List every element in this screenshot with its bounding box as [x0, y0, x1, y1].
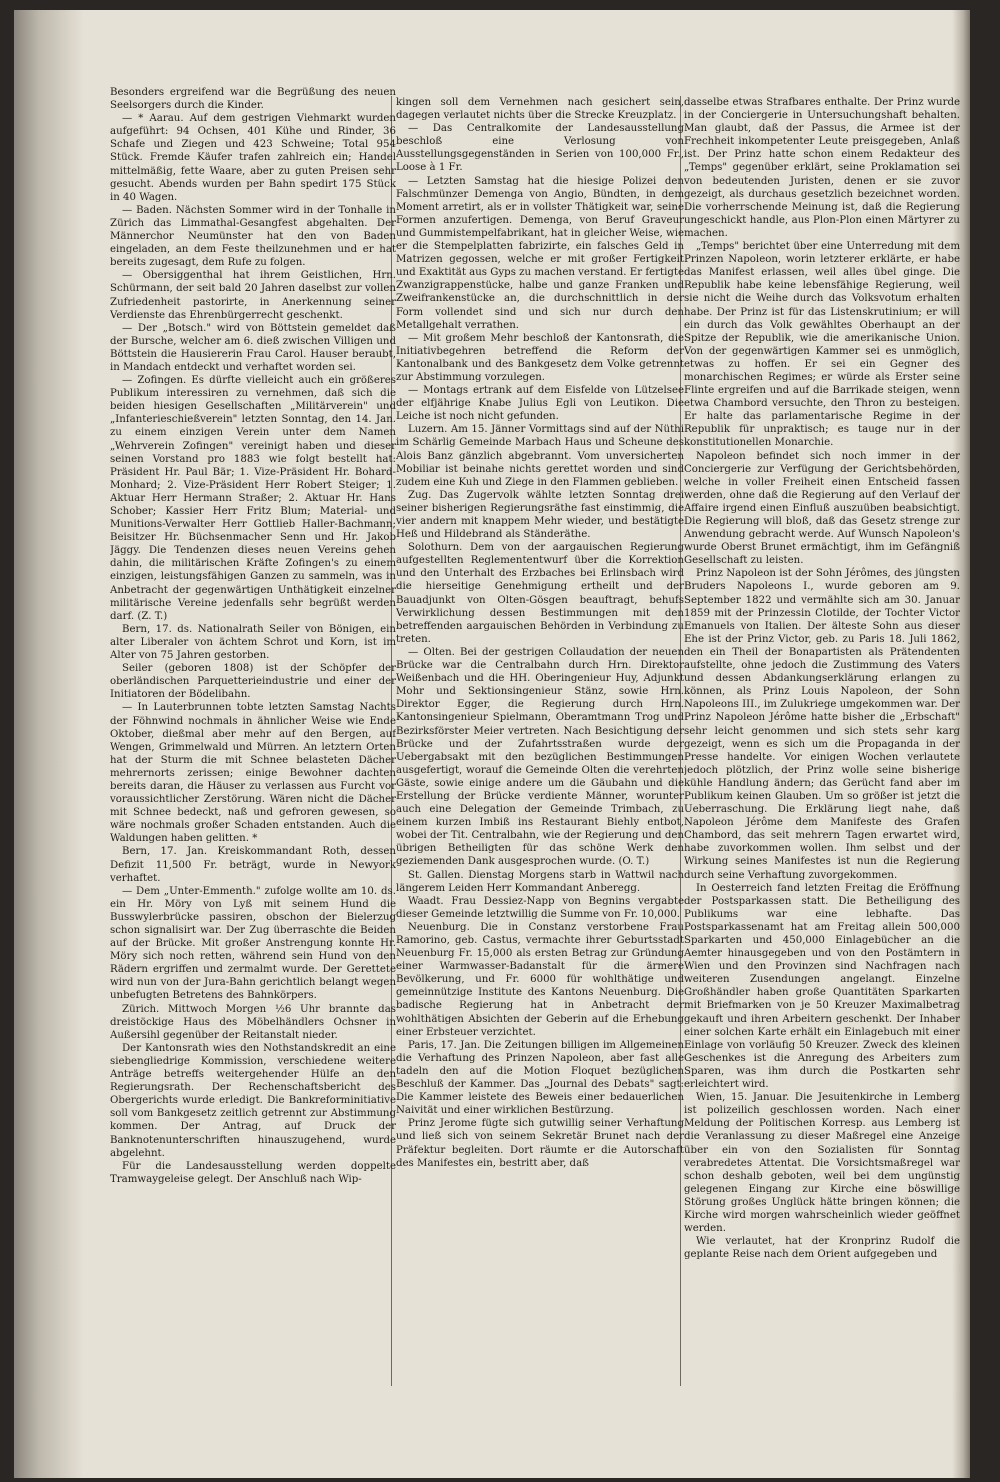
article-paragraph: — Olten. Bei der gestrigen Collaudation der neuen Brücke war die Centralbahn durch Hrn. Direktor Weißenbach und die HH. Oberingenieur Huy, Adjunkt Mohr und Sektionsingenieur Stänz, sowie Hrn. Direktor Egger, die Regierung durch Hrn. Kantonsingenieur Spielmann, Oberamtmann Trog und Bezirksförster Meier vertreten. Nach Besichtigung der Brücke und der Zufahrtsstraßen wurde der Uebergabsakt mit den bezüglichen Bestimmungen ausgefertigt, worauf die Gemeinde Olten die verehrten Gäste, sowie einige andere um die Gäubahn und die Erstellung der Brücke verdiente Männer, worunter auch eine Delegation der Gemeinde Trimbach, zu einem kurzen Imbiß ins Restaurant Biehly entbot, wobei der Tit. Centralbahn, wie der Regierung und den übrigen Betheiligten für das schöne Werk den geziemenden Dank ausgesprochen wurde. (O. T.)	[396, 646, 684, 868]
newspaper-page	[14, 10, 970, 1478]
article-paragraph: Zürich. Mittwoch Morgen ½6 Uhr brannte das dreistöckige Haus des Möbelhändlers Ochsner in Außersihl gegenüber der Reitanstalt nieder.	[110, 1003, 396, 1041]
article-paragraph: Für die Landesausstellung werden doppelte Tramwaygeleise gelegt. Der Anschluß nach Wip-	[110, 1160, 396, 1185]
article-paragraph: dasselbe etwas Strafbares enthalte. Der Prinz wurde in der Conciergerie in Untersuchungshaft behalten. Man glaubt, daß der Passus, die Armee ist der Frechheit inkompetenter Leute preisgegeben, Anlaß ist. Der Prinz hatte schon einem Redakteur des „Temps" gegenüber erklärt, seine Proklamation sei von bedeutenden Juristen, denen er sie zuvor gezeigt, als durchaus gesetzlich bezeichnet worden. Die vorherrschende Meinung ist, daß die Regierung ungeschickt handle, aus Plon-Plon einen Märtyrer zu machen.	[684, 97, 960, 239]
article-paragraph: Wien, 15. Januar. Die Jesuitenkirche in Lemberg ist polizeilich geschlossen worden. Nach einer Meldung der Politischen Korresp. aus Lemberg ist die Veranlassung zu dieser Maßregel eine Anzeige über ein von den Sozialisten für Sonntag verabredetes Attentat. Die Vorsichtsmaßregel war schon deshalb geboten, weil bei dem ungünstig gelegenen Eingang zur Kirche eine böswillige Störung großes Unglück hätte bringen können; die Kirche wird morgen wahrscheinlich wieder geöffnet werden.	[684, 1092, 960, 1235]
article-paragraph: Neuenburg. Die in Constanz verstorbene Frau Ramorino, geb. Castus, vermachte ihrer Geburtsstadt Neuenburg Fr. 15,000 als ersten Betrag zur Gründung einer Warmwasser-Badanstalt für die ärmere Bevölkerung, und Fr. 6000 für wohlthätige und gemeinnützige Institute des Kantons Neuenburg. Die badische Regierung hat in Anbetracht der wohlthätigen Absichten der Geberin auf die Erhebung einer Erbsteuer verzichtet.	[396, 921, 684, 1038]
binding-shadow	[14, 10, 84, 1478]
article-paragraph: — Zofingen. Es dürfte vielleicht auch ein größeres Publikum interessiren zu vernehmen, daß sich die beiden hiesigen Gesellschaften „Militärverein" und „Infanterieschießverein" letzten Sonntag, den 14. Jan. zu einem einzigen Verein unter dem Namen „Wehrverein Zofingen" vereinigt haben und dieser seinen Vorstand pro 1883 wie folgt bestellt hat: Präsident Hr. Paul Bär; 1. Vize-Präsident Hr. Bohard-Monhard; 2. Vize-Präsident Herr Robert Steiger; 1. Aktuar Herr Hermann Straßer; 2. Aktuar Hr. Hans Schober; Kassier Herr Fritz Blum; Material- und Munitions-Verwalter Herr Gottlieb Haller-Bachmann; Beisitzer Hr. Büchsenmacher Senn und Hr. Jakob Jäggy. Die Tendenzen dieses neuen Vereins gehen dahin, die militärischen Kräfte Zofingen's zu einem einzigen, leistungsfähigen Ganzen zu sammeln, was in Anbetracht der gegenwärtigen Unthätigkeit einzelner militärische Vereine jedenfalls sehr begrüßt werden darf. (Z. T.)	[110, 375, 396, 622]
article-paragraph: St. Gallen. Dienstag Morgens starb in Wattwil nach längerem Leiden Herr Kommandant Anberegg.	[396, 869, 684, 894]
article-paragraph: Seiler (geboren 1808) ist der Schöpfer der oberländischen Parquetterieindustrie und einer der Initiatoren der Bödelibahn.	[110, 663, 396, 701]
article-paragraph: Luzern. Am 15. Jänner Vormittags sind auf der Nüthi im Schärlig Gemeinde Marbach Haus und Scheune des Alois Banz gänzlich abgebrannt. Vom unversicherten Mobiliar ist beinahe nichts gerettet worden und sind zudem eine Kuh und Ziege in den Flammen geblieben.	[396, 424, 684, 488]
article-paragraph: Napoleon befindet sich noch immer in der Conciergerie zur Verfügung der Gerichtsbehörden, welche in voller Freiheit einen Entscheid fassen werden, ohne daß die Regierung auf den Verlauf der Affaire irgend einen Einfluß auszuüben beabsichtigt. Die Regierung will bloß, daß das Gesetz strenge zur Anwendung gebracht werde. Auf Wunsch Napoleon's wurde Oberst Brunet ermächtigt, ihm im Gefängniß Gesellschaft zu leisten.	[684, 450, 960, 567]
article-paragraph: Bern, 17. Jan. Kreiskommandant Roth, dessen Defizit 11,500 Fr. beträgt, wurde in Newyork verhaftet.	[110, 846, 396, 884]
article-paragraph: Prinz Napoleon ist der Sohn Jérômes, des jüngsten Bruders Napoleons I., wurde geboren am 9. September 1822 und vermählte sich am 30. Januar 1859 mit der Prinzessin Clotilde, der Tochter Victor Emanuels von Italien. Der älteste Sohn aus dieser Ehe ist der Prinz Victor, geb. zu Paris 18. Juli 1862, den ein Theil der Bonapartisten als Prätendenten aufstellte, ohne jedoch die Zustimmung des Vaters und dessen Abdankungserklärung erlangen zu können, als Prinz Louis Napoleon, der Sohn Napoleons III., im Zulukriege umgekommen war. Der Prinz Napoleon Jérôme hatte bisher die „Erbschaft" sehr leicht genommen und sich stets sehr karg gezeigt, wenn es sich um die Propaganda in der Presse handelte. Vor einigen Wochen verlautete jedoch plötzlich, der Prinz wolle seine bisherige kühle Handlung ändern; das Gerücht fand aber im Publikum keinen Glauben. Um so größer ist jetzt die Ueberraschung. Die Erklärung liegt nahe, daß Napoleon Jérôme dem Manifeste des Grafen Chambord, das seit mehrern Tagen erwartet wird, habe zuvorkommen wollen. Ihm selbst und der Wirkung seines Manifestes ist nun die Regierung durch seine Verhaftung zuvorgekommen.	[684, 568, 960, 881]
article-paragraph: „Temps" berichtet über eine Unterredung mit dem Prinzen Napoleon, worin letzterer erklärte, er habe das Manifest erlassen, weil alles übel ginge. Die Republik habe keine lebensfähige Regierung, weil sie nicht die Weihe durch das Volksvotum erhalten habe. Der Prinz ist für das Listenskrutinium; er will ein durch das Volk gewähltes Oberhaupt an der Spitze der Republik, wie die amerikanische Union. Von der gegenwärtigen Kammer sei es unmöglich, etwas zu hoffen. Er sei ein Gegner des monarchischen Regimes; er würde als Erster seine Flinte ergreifen und auf die Barrikade steigen, wenn etwa Chambord versuchte, den Thron zu besteigen. Er halte das parlamentarische Regime in der Republik für unpraktisch; es tauge nur in der konstitutionellen Monarchie.	[684, 241, 960, 449]
article-paragraph: — Montags ertrank auf dem Eisfelde von Lützelsee der elfjährige Knabe Julius Egli von Leutikon. Die Leiche ist noch nicht gefunden.	[396, 385, 684, 423]
article-paragraph: Solothurn. Dem von der aargauischen Regierung aufgestellten Reglemententwurf über die Korrektion und den Unterhalt des Erzbaches bei Erlinsbach wird die hierseitige Genehmigung ertheilt und der Bauadjunkt von Olten-Gösgen beauftragt, behufs Verwirklichung dessen Bestimmungen mit den betreffenden aargauischen Behörden in Verbindung zu treten.	[396, 542, 684, 645]
article-paragraph: Bern, 17. ds. Nationalrath Seiler von Bönigen, ein alter Liberaler von ächtem Schrot und Korn, ist im Alter von 75 Jahren gestorben.	[110, 623, 396, 662]
article-paragraph: — Dem „Unter-Emmenth." zufolge wollte am 10. ds. ein Hr. Möry von Lyß mit seinem Hund die Busswylerbrücke passiren, obschon der Bielerzug schon signalisirt war. Der Zug überraschte die Beiden auf der Brücke. Mit großer Anstrengung konnte Hr. Möry sich noch retten, während sein Hund von den Rädern ergriffen und zermalmt wurde. Der Gerettete wird nun von der Jura-Bahn gerichtlich belangt wegen unbefugten Betretens des Bahnkörpers.	[110, 885, 396, 1002]
article-paragraph: — Baden. Nächsten Sommer wird in der Tonhalle in Zürich das Limmathal-Gesangfest abgehalten. Der Männerchor Neumünster hat den von Baden eingeladen, an dem Feste theilzunehmen und er hat bereits zugesagt, dem Rufe zu folgen.	[110, 204, 396, 269]
article-paragraph: Waadt. Frau Dessiez-Napp von Begnins vergabte dieser Gemeinde letztwillig die Summe von Fr. 10,000.	[396, 895, 684, 920]
article-paragraph: Prinz Jerome fügte sich gutwillig seiner Verhaftung und ließ sich von seinem Sekretär Brunet nach der Präfektur begleiten. Dort räumte er die Autorschaft des Manifestes ein, bestritt aber, daß	[396, 1118, 684, 1169]
article-paragraph: Besonders ergreifend war die Begrüßung des neuen Seelsorgers durch die Kinder.	[110, 87, 396, 112]
article-paragraph: Paris, 17. Jan. Die Zeitungen billigen im Allgemeinen die Verhaftung des Prinzen Napoleon, aber fast alle tadeln den auf die Motion Floquet bezüglichen Beschluß der Kammer. Das „Journal des Debats" sagt: Die Kammer leistete des Beweis einer bedauerlichen Naivität und einer wirklichen Bestürzung.	[396, 1039, 684, 1117]
article-paragraph: Zug. Das Zugervolk wählte letzten Sonntag drei seiner bisherigen Regierungsräthe fast einstimmig, die vier andern mit knappem Mehr wieder, und bestätigte Heß und Hildebrand als Ständeräthe.	[396, 489, 684, 541]
article-paragraph: — Letzten Samstag hat die hiesige Polizei den Falschmünzer Demenga von Angio, Bündten, in dem Moment arretirt, als er in vollster Thätigkeit war, seine Formen anzufertigen. Demenga, von Beruf Graveur und Gummistempelfabrikant, hat in gleicher Weise, wie er die Stempelplatten fabrizirte, ein falsches Geld in Matrizen gegossen, welche er mit großer Fertigkeit und Exaktität aus Gyps zu machen verstand. Er fertigte Zwanzigrappenstücke, halbe und ganze Franken und Zweifrankenstücke an, die durchschnittlich in der Form vollendet sind und sich nur durch den Metallgehalt verrathen.	[396, 175, 684, 331]
column-middle	[396, 96, 684, 1396]
article-paragraph: — Mit großem Mehr beschloß der Kantonsrath, die Initiativbegehren betreffend die Reform der Kantonalbank und des Bankgesetz dem Volke getrennt zur Abstimmung vorzulegen.	[396, 332, 684, 383]
article-paragraph: Wie verlautet, hat der Kronprinz Rudolf die geplante Reise nach dem Orient aufgegeben und	[684, 1236, 960, 1261]
article-paragraph: — Obersiggenthal hat ihrem Geistlichen, Hrn. Schürmann, der seit bald 20 Jahren daselbst zur vollen Zufriedenheit pastorirte, in Anerkennung seiner Verdienste das Ehrenbürgerrecht geschenkt.	[110, 270, 396, 321]
article-paragraph: — Der „Botsch." wird von Böttstein gemeldet daß der Bursche, welcher am 6. dieß zwischen Villigen und Böttstein die Hausiererin Frau Carol. Hauser beraubt, in Mandach entdeckt und verhaftet worden sei.	[110, 322, 396, 373]
column-right	[684, 96, 960, 1396]
article-paragraph: kingen soll dem Vernehmen nach gesichert sein, dagegen verlautet nichts über die Strecke Kreuzplatz.	[396, 97, 684, 122]
article-paragraph: — Das Centralkomite der Landesausstellung beschloß eine Verlosung von Ausstellungsgegenständen in Serien von 100,000 Fr., Loose à 1 Fr.	[396, 123, 684, 174]
article-paragraph: Der Kantonsrath wies den Nothstandskredit an eine siebengliedrige Kommission, verschiedene weitere Anträge betreffs weitergehender Hülfe an den Regierungsrath. Der Rechenschaftsbericht des Obergerichts wurde erledigt. Die Bankreforminitiative soll vom Bankgesetz zeitlich getrennt zur Abstimmung kommen. Der Antrag, auf Druck der Banknotenunterschriften hinauszugehend, wurde abgelehnt.	[110, 1042, 396, 1159]
article-paragraph: — * Aarau. Auf dem gestrigen Viehmarkt wurden aufgeführt: 94 Ochsen, 401 Kühe und Rinder, 36 Schafe und Ziegen und 423 Schweine; Total 954 Stück. Fremde Käufer trafen zahlreich ein; Handel mittelmäßig, fette Waare, aber zu guten Preisen sehr gesucht. Abends wurden per Bahn spedirt 175 Stück in 40 Wagen.	[110, 113, 396, 203]
column-left	[110, 86, 396, 1386]
article-paragraph: In Oesterreich fand letzten Freitag die Eröffnung der Postsparkassen statt. Die Betheiligung des Publikums war eine lebhafte. Das Postsparkassenamt hat am Freitag allein 500,000 Sparkarten und 450,000 Einlagebücher an die Aemter hinausgegeben und von den Postämtern in Wien und den Provinzen sind Nachfragen nach weiteren Zusendungen angelangt. Einzelne Großhändler haben große Quantitäten Sparkarten mit Briefmarken von je 50 Kreuzer Maximalbetrag gekauft und ihren Arbeitern geschenkt. Der Inhaber einer solchen Karte erhält ein Einlagebuch mit einer Einlage von vorläufig 50 Kreuzer. Zweck des kleinen Geschenkes ist die Anregung des Arbeiters zum Sparen, was ihm durch die Postkarten sehr erleichtert wird.	[684, 882, 960, 1091]
article-paragraph: — In Lauterbrunnen tobte letzten Samstag Nachts der Föhnwind nochmals in ähnlicher Weise wie Ende Oktober, dießmal aber mehr auf den Bergen, auf Wengen, Grimmelwald und Mürren. An letztern Orten hat der Sturm die mit Schnee belasteten Dächer mehrernorts zerissen; einige Bewohner dachten bereits daran, die Häuser zu verlassen aus Furcht vor voraussichtlicher Zerstörung. Wären nicht die Dächer mit Schnee bedeckt, naß und gefroren gewesen, so wäre nochmals großer Schaden entstanden. Auch die Waldungen haben gelitten. *	[110, 702, 396, 845]
